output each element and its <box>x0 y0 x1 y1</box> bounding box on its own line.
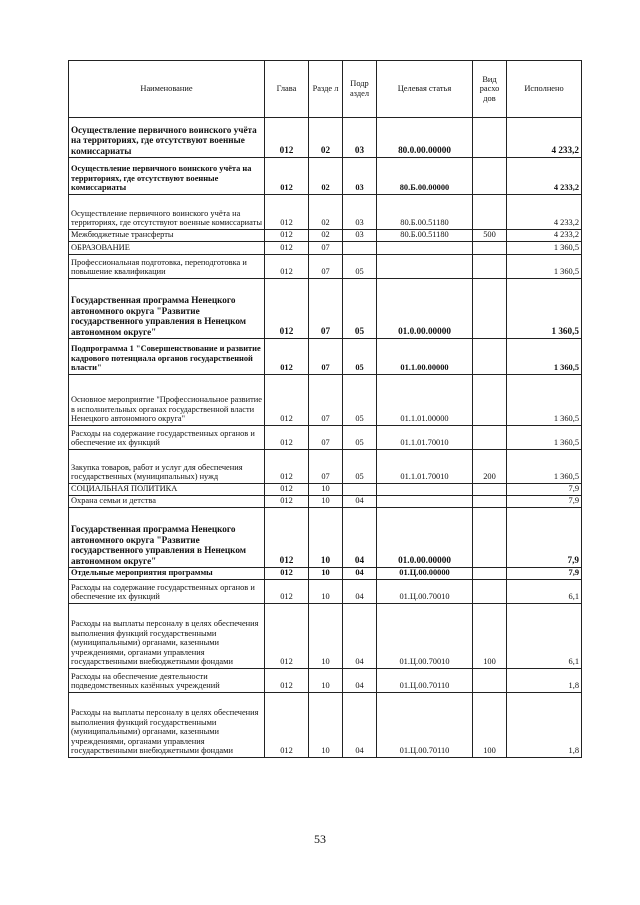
row-podrazdel-cell: 03 <box>343 195 377 230</box>
row-podrazdel-cell: 05 <box>343 255 377 279</box>
row-glava-cell: 012 <box>265 195 309 230</box>
row-name-cell: Осуществление первичного воинского учёта на территориях, где отсутствуют военные комиссариаты <box>69 118 265 158</box>
table-row <box>69 568 582 580</box>
row-name-cell: Закупка товаров, работ и услуг для обеспечения государственных (муниципальных) нужд <box>69 450 265 484</box>
row-name-cell: Осуществление первичного воинского учёта на территориях, где отсутствуют военные комиссариаты <box>69 195 265 230</box>
row-celevaya-statya-cell: 80.0.00.00000 <box>377 118 473 158</box>
row-glava-cell: 012 <box>265 484 309 496</box>
row-name-cell: Межбюджетные трансферты <box>69 230 265 242</box>
row-vid-rashodov-cell <box>473 496 507 508</box>
row-vid-rashodov-cell <box>473 375 507 426</box>
row-glava-cell: 012 <box>265 568 309 580</box>
row-podrazdel-cell: 03 <box>343 230 377 242</box>
row-ispolneno-cell: 1 360,5 <box>507 255 582 279</box>
row-razdel-cell: 07 <box>309 242 343 255</box>
row-ispolneno-cell: 4 233,2 <box>507 158 582 195</box>
row-ispolneno-cell: 7,9 <box>507 568 582 580</box>
row-podrazdel-cell <box>343 242 377 255</box>
row-ispolneno-cell: 6,1 <box>507 604 582 669</box>
table-row <box>69 375 582 426</box>
header-razdel: Разде л <box>309 61 343 118</box>
row-glava-cell: 012 <box>265 242 309 255</box>
row-razdel-cell: 10 <box>309 568 343 580</box>
row-celevaya-statya-cell: 01.Ц.00.00000 <box>377 568 473 580</box>
row-celevaya-statya-cell: 01.1.00.00000 <box>377 339 473 375</box>
row-podrazdel-cell: 03 <box>343 158 377 195</box>
row-vid-rashodov-cell <box>473 669 507 693</box>
table-row <box>69 450 582 484</box>
row-podrazdel-cell: 05 <box>343 450 377 484</box>
row-celevaya-statya-cell: 01.Ц.00.70010 <box>377 580 473 604</box>
row-name-cell: Расходы на содержание государственных органов и обеспечение их функций <box>69 580 265 604</box>
row-celevaya-statya-cell: 80.Б.00.51180 <box>377 195 473 230</box>
row-podrazdel-cell: 04 <box>343 669 377 693</box>
row-name-cell: Охрана семьи и детства <box>69 496 265 508</box>
row-glava-cell: 012 <box>265 158 309 195</box>
row-name-cell: Расходы на выплаты персоналу в целях обеспечения выполнения функций государственными (муниципальными) органами, казенными учреждениями, органами управления государственными внебюджетными фондами <box>69 693 265 758</box>
row-vid-rashodov-cell: 200 <box>473 450 507 484</box>
row-ispolneno-cell: 1 360,5 <box>507 426 582 450</box>
row-celevaya-statya-cell: 01.0.00.00000 <box>377 279 473 339</box>
row-glava-cell: 012 <box>265 604 309 669</box>
header-podrazdel: Подр аздел <box>343 61 377 118</box>
row-celevaya-statya-cell <box>377 484 473 496</box>
row-glava-cell: 012 <box>265 508 309 568</box>
row-vid-rashodov-cell: 100 <box>473 693 507 758</box>
row-vid-rashodov-cell <box>473 339 507 375</box>
row-razdel-cell: 10 <box>309 604 343 669</box>
row-ispolneno-cell: 7,9 <box>507 484 582 496</box>
row-name-cell: Основное мероприятие "Профессиональное развитие в исполнительных органах государственной власти Ненецкого автономного округа" <box>69 375 265 426</box>
row-ispolneno-cell: 1 360,5 <box>507 375 582 426</box>
budget-table <box>68 60 582 758</box>
row-ispolneno-cell: 1 360,5 <box>507 339 582 375</box>
table-row <box>69 230 582 242</box>
row-podrazdel-cell <box>343 484 377 496</box>
row-vid-rashodov-cell <box>473 195 507 230</box>
header-glava: Глава <box>265 61 309 118</box>
row-celevaya-statya-cell: 01.0.00.00000 <box>377 508 473 568</box>
row-razdel-cell: 10 <box>309 508 343 568</box>
row-glava-cell: 012 <box>265 693 309 758</box>
row-podrazdel-cell: 05 <box>343 339 377 375</box>
row-razdel-cell: 10 <box>309 669 343 693</box>
table-row <box>69 255 582 279</box>
row-celevaya-statya-cell: 01.1.01.70010 <box>377 450 473 484</box>
row-podrazdel-cell: 05 <box>343 375 377 426</box>
row-celevaya-statya-cell: 01.Ц.00.70010 <box>377 604 473 669</box>
row-podrazdel-cell: 04 <box>343 508 377 568</box>
row-celevaya-statya-cell <box>377 496 473 508</box>
row-name-cell: Осуществление первичного воинского учёта на территориях, где отсутствуют военные комиссариаты <box>69 158 265 195</box>
row-razdel-cell: 10 <box>309 484 343 496</box>
row-razdel-cell: 07 <box>309 279 343 339</box>
table-row <box>69 669 582 693</box>
row-glava-cell: 012 <box>265 580 309 604</box>
row-podrazdel-cell: 05 <box>343 279 377 339</box>
row-celevaya-statya-cell: 80.Б.00.00000 <box>377 158 473 195</box>
row-ispolneno-cell: 4 233,2 <box>507 195 582 230</box>
row-razdel-cell: 07 <box>309 450 343 484</box>
row-razdel-cell: 02 <box>309 230 343 242</box>
row-name-cell: Отдельные мероприятия программы <box>69 568 265 580</box>
table-row <box>69 508 582 568</box>
row-name-cell: Государственная программа Ненецкого автономного округа "Развитие государственного управления в Ненецком автономном округе" <box>69 508 265 568</box>
row-razdel-cell: 07 <box>309 339 343 375</box>
row-celevaya-statya-cell: 01.1.01.00000 <box>377 375 473 426</box>
table-header-row <box>69 61 582 118</box>
row-name-cell: СОЦИАЛЬНАЯ ПОЛИТИКА <box>69 484 265 496</box>
row-glava-cell: 012 <box>265 279 309 339</box>
row-glava-cell: 012 <box>265 375 309 426</box>
row-name-cell: Профессиональная подготовка, переподготовка и повышение квалификации <box>69 255 265 279</box>
row-ispolneno-cell: 1,8 <box>507 693 582 758</box>
row-glava-cell: 012 <box>265 669 309 693</box>
row-podrazdel-cell: 04 <box>343 604 377 669</box>
table-row <box>69 580 582 604</box>
header-vid-rashodov: Вид расхо дов <box>473 61 507 118</box>
row-name-cell: Расходы на содержание государственных органов и обеспечение их функций <box>69 426 265 450</box>
row-celevaya-statya-cell: 80.Б.00.51180 <box>377 230 473 242</box>
row-vid-rashodov-cell: 500 <box>473 230 507 242</box>
row-glava-cell: 012 <box>265 450 309 484</box>
table-row <box>69 339 582 375</box>
row-vid-rashodov-cell <box>473 158 507 195</box>
table-row <box>69 195 582 230</box>
table-row <box>69 118 582 158</box>
row-ispolneno-cell: 4 233,2 <box>507 230 582 242</box>
row-ispolneno-cell: 7,9 <box>507 496 582 508</box>
row-ispolneno-cell: 1 360,5 <box>507 279 582 339</box>
table-row <box>69 693 582 758</box>
table-row <box>69 604 582 669</box>
table-body <box>69 118 582 758</box>
table-row <box>69 426 582 450</box>
row-name-cell: Расходы на выплаты персоналу в целях обеспечения выполнения функций государственными (муниципальными) органами, казенными учреждениями, органами управления государственными внебюджетными фондами <box>69 604 265 669</box>
row-glava-cell: 012 <box>265 496 309 508</box>
header-name: Наименование <box>69 61 265 118</box>
row-celevaya-statya-cell <box>377 242 473 255</box>
row-podrazdel-cell: 04 <box>343 580 377 604</box>
row-vid-rashodov-cell <box>473 118 507 158</box>
row-razdel-cell: 07 <box>309 375 343 426</box>
table-row <box>69 484 582 496</box>
row-ispolneno-cell: 1 360,5 <box>507 242 582 255</box>
row-razdel-cell: 02 <box>309 158 343 195</box>
row-razdel-cell: 10 <box>309 496 343 508</box>
row-name-cell: Подпрограмма 1 "Совершенствование и развитие кадрового потенциала органов государственной власти" <box>69 339 265 375</box>
header-ispolneno: Исполнено <box>507 61 582 118</box>
row-vid-rashodov-cell <box>473 426 507 450</box>
row-razdel-cell: 02 <box>309 195 343 230</box>
row-glava-cell: 012 <box>265 255 309 279</box>
row-ispolneno-cell: 1,8 <box>507 669 582 693</box>
row-name-cell: Государственная программа Ненецкого автономного округа "Развитие государственного управления в Ненецком автономном округе" <box>69 279 265 339</box>
row-ispolneno-cell: 1 360,5 <box>507 450 582 484</box>
row-celevaya-statya-cell <box>377 255 473 279</box>
row-vid-rashodov-cell <box>473 242 507 255</box>
row-celevaya-statya-cell: 01.1.01.70010 <box>377 426 473 450</box>
row-name-cell: Расходы на обеспечение деятельности подведомственных казённых учреждений <box>69 669 265 693</box>
row-glava-cell: 012 <box>265 230 309 242</box>
row-podrazdel-cell: 04 <box>343 693 377 758</box>
table-row <box>69 496 582 508</box>
row-razdel-cell: 07 <box>309 255 343 279</box>
row-name-cell: ОБРАЗОВАНИЕ <box>69 242 265 255</box>
row-vid-rashodov-cell: 100 <box>473 604 507 669</box>
row-celevaya-statya-cell: 01.Ц.00.70110 <box>377 693 473 758</box>
page-number: 53 <box>314 832 326 846</box>
row-vid-rashodov-cell <box>473 508 507 568</box>
row-podrazdel-cell: 04 <box>343 568 377 580</box>
row-vid-rashodov-cell <box>473 484 507 496</box>
row-celevaya-statya-cell: 01.Ц.00.70110 <box>377 669 473 693</box>
row-vid-rashodov-cell <box>473 255 507 279</box>
row-razdel-cell: 10 <box>309 580 343 604</box>
row-ispolneno-cell: 7,9 <box>507 508 582 568</box>
row-vid-rashodov-cell <box>473 279 507 339</box>
header-celevaya-statya: Целевая статья <box>377 61 473 118</box>
row-glava-cell: 012 <box>265 426 309 450</box>
row-vid-rashodov-cell <box>473 568 507 580</box>
row-glava-cell: 012 <box>265 339 309 375</box>
table-row <box>69 279 582 339</box>
table-row <box>69 158 582 195</box>
row-razdel-cell: 10 <box>309 693 343 758</box>
row-glava-cell: 012 <box>265 118 309 158</box>
row-razdel-cell: 02 <box>309 118 343 158</box>
row-podrazdel-cell: 05 <box>343 426 377 450</box>
row-podrazdel-cell: 03 <box>343 118 377 158</box>
row-ispolneno-cell: 4 233,2 <box>507 118 582 158</box>
table-row <box>69 242 582 255</box>
row-vid-rashodov-cell <box>473 580 507 604</box>
row-razdel-cell: 07 <box>309 426 343 450</box>
row-ispolneno-cell: 6,1 <box>507 580 582 604</box>
row-podrazdel-cell: 04 <box>343 496 377 508</box>
